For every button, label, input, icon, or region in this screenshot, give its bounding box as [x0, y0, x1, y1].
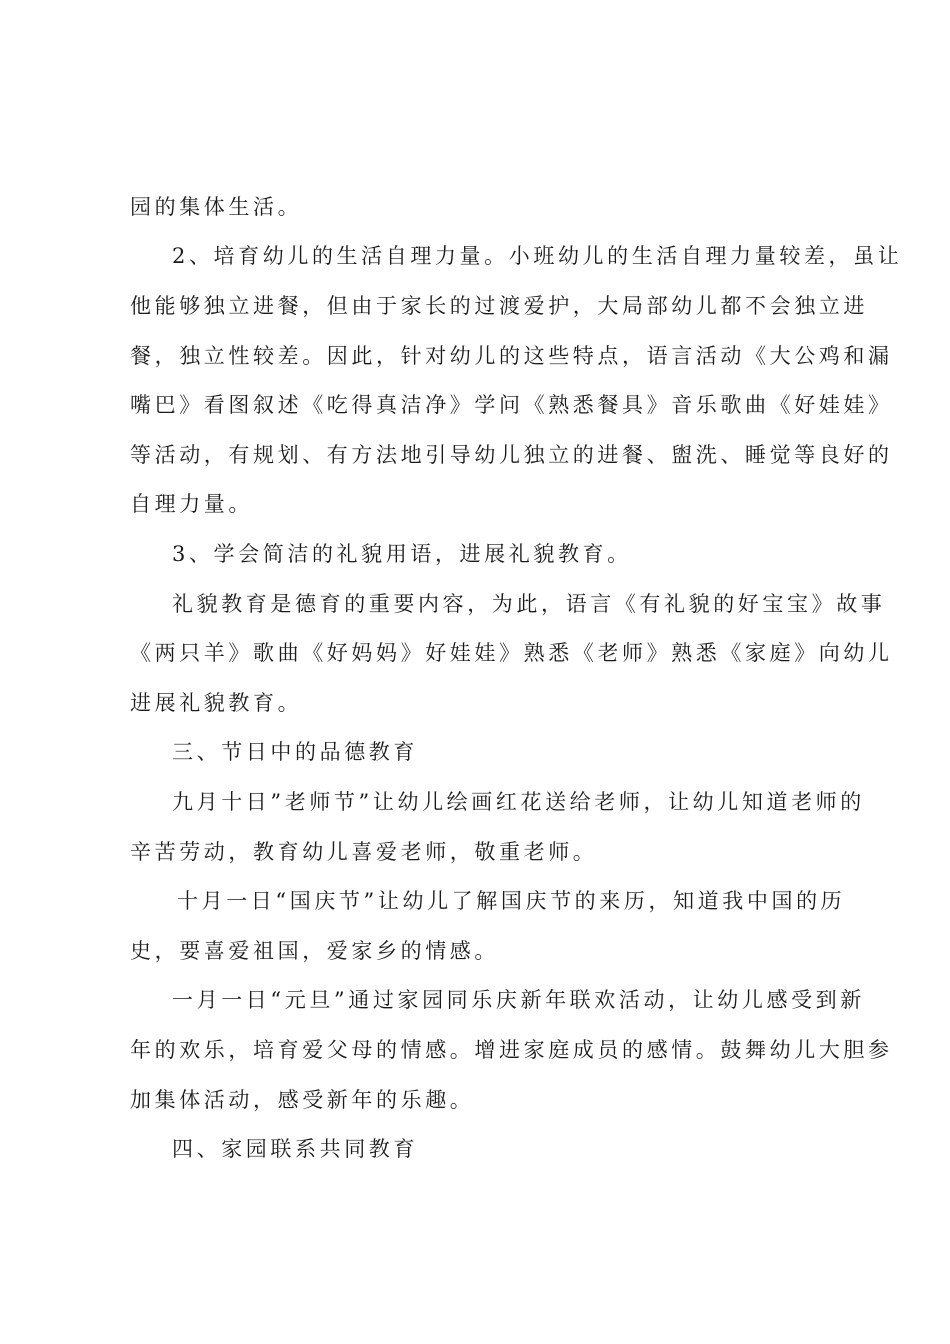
body-text-line: 自理力量。 — [130, 492, 253, 516]
body-text-line: 园的集体生活。 — [130, 195, 303, 219]
body-text-line: 嘴巴》看图叙述《吃得真洁净》学问《熟悉餐具》音乐歌曲《好娃娃》 — [130, 393, 893, 417]
body-text-line: 辛苦劳动，教育幼儿喜爱老师，敬重老师。 — [130, 840, 598, 864]
body-text-line: 他能够独立进餐，但由于家长的过渡爱护，大局部幼儿都不会独立进 — [130, 294, 868, 318]
body-text-line: 一月一日“元旦”通过家园同乐庆新年联欢活动，让幼儿感受到新 — [172, 988, 865, 1012]
body-text-line: 十月一日“国庆节”让幼儿了解国庆节的来历，知道我中国的历 — [177, 889, 846, 913]
body-text-line: 史，要喜爱祖国，爱家乡的情感。 — [130, 939, 499, 963]
section-heading-3: 三、节日中的品德教育 — [172, 740, 418, 764]
section-point-2: 2、培育幼儿的生活自理力量。小班幼儿的生活自理力量较差，虽让 — [172, 244, 903, 268]
body-text-line: 进展礼貌教育。 — [130, 691, 303, 715]
section-point-3: 3、学会简洁的礼貌用语，进展礼貌教育。 — [172, 542, 632, 566]
body-text-line: 《两只羊》歌曲《好妈妈》好娃娃》熟悉《老师》熟悉《家庭》向幼儿 — [130, 641, 893, 665]
body-text-line: 礼貌教育是德育的重要内容，为此，语言《有礼貌的好宝宝》故事 — [172, 592, 886, 616]
body-text-line: 等活动，有规划、有方法地引导幼儿独立的进餐、盥洗、睡觉等良好的 — [130, 443, 893, 467]
body-text-line: 餐，独立性较差。因此，针对幼儿的这些特点，语言活动《大公鸡和漏 — [130, 344, 893, 368]
section-heading-4: 四、家园联系共同教育 — [172, 1137, 418, 1161]
body-text-line: 年的欢乐，培育爱父母的情感。增进家庭成员的感情。鼓舞幼儿大胆参 — [130, 1038, 893, 1062]
body-text-line: 加集体活动，感受新年的乐趣。 — [130, 1088, 475, 1112]
body-text-line: 九月十日”老师节”让幼儿绘画红花送给老师，让幼儿知道老师的 — [172, 790, 865, 814]
